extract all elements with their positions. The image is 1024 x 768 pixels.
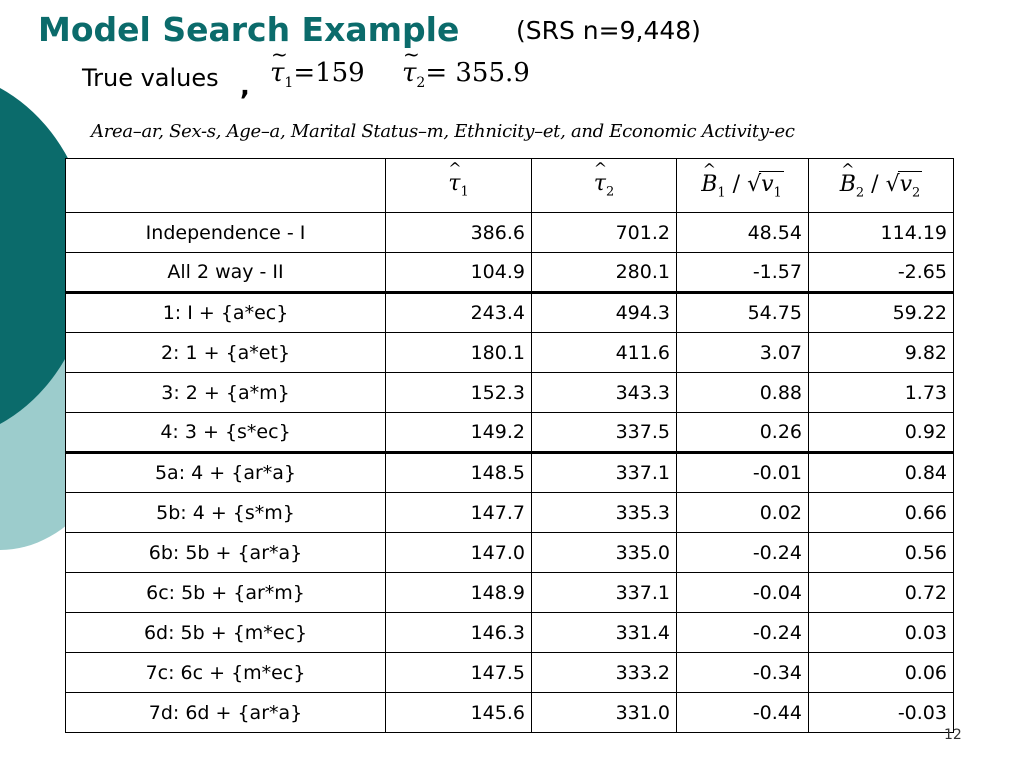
cell-tau1: 104.9 bbox=[386, 253, 532, 293]
cell-tau2: 331.4 bbox=[532, 613, 677, 653]
cell-b1: -0.04 bbox=[677, 573, 809, 613]
cell-tau2: 494.3 bbox=[532, 293, 677, 333]
cell-model: 7c: 6c + {m*ec} bbox=[66, 653, 386, 693]
cell-tau2: 411.6 bbox=[532, 333, 677, 373]
table-row bbox=[66, 453, 954, 493]
cell-b1: 54.75 bbox=[677, 293, 809, 333]
cell-b1: -0.44 bbox=[677, 693, 809, 733]
cell-b1: 0.02 bbox=[677, 493, 809, 533]
cell-model: Independence - I bbox=[66, 213, 386, 253]
cell-b1: -0.24 bbox=[677, 613, 809, 653]
cell-tau2: 331.0 bbox=[532, 693, 677, 733]
cell-tau1: 145.6 bbox=[386, 693, 532, 733]
cell-model: 7d: 6d + {ar*a} bbox=[66, 693, 386, 733]
header-tau2: ^ $\tau_2$ bbox=[532, 159, 677, 213]
table-row bbox=[66, 493, 954, 533]
cell-tau2: 335.0 bbox=[532, 533, 677, 573]
cell-tau2: 337.1 bbox=[532, 573, 677, 613]
cell-model: 6b: 5b + {ar*a} bbox=[66, 533, 386, 573]
table-row bbox=[66, 613, 954, 653]
cell-b1: -0.01 bbox=[677, 453, 809, 493]
cell-tau1: 147.7 bbox=[386, 493, 532, 533]
cell-tau2: 343.3 bbox=[532, 373, 677, 413]
cell-b2: 0.84 bbox=[809, 453, 954, 493]
cell-b1: -0.24 bbox=[677, 533, 809, 573]
cell-model: 1: I + {a*ec} bbox=[66, 293, 386, 333]
cell-b2: -2.65 bbox=[809, 253, 954, 293]
cell-tau2: 701.2 bbox=[532, 213, 677, 253]
cell-tau1: 243.4 bbox=[386, 293, 532, 333]
cell-b2: 1.73 bbox=[809, 373, 954, 413]
model-search-table bbox=[65, 158, 954, 733]
cell-tau2: 335.3 bbox=[532, 493, 677, 533]
cell-model: 2: 1 + {a*et} bbox=[66, 333, 386, 373]
true-tau1 bbox=[270, 58, 365, 91]
cell-model: 3: 2 + {a*m} bbox=[66, 373, 386, 413]
table-row bbox=[66, 213, 954, 253]
table-row bbox=[66, 253, 954, 293]
cell-b2: 59.22 bbox=[809, 293, 954, 333]
cell-model: 4: 3 + {s*ec} bbox=[66, 413, 386, 453]
variable-definitions: Area–ar, Sex-s, Age–a, Marital Status–m, Ethnicity–et, and Economic Activity-ec bbox=[91, 121, 795, 142]
cell-tau1: 147.0 bbox=[386, 533, 532, 573]
cell-model: 5b: 4 + {s*m} bbox=[66, 493, 386, 533]
cell-tau2: 333.2 bbox=[532, 653, 677, 693]
cell-b2: 0.92 bbox=[809, 413, 954, 453]
table-row bbox=[66, 333, 954, 373]
tau2-symbol: ~ τ bbox=[402, 58, 416, 88]
true-tau2 bbox=[402, 58, 530, 91]
cell-tau1: 149.2 bbox=[386, 413, 532, 453]
true-values-label: True values bbox=[82, 64, 219, 92]
cell-b1: 0.26 bbox=[677, 413, 809, 453]
cell-b2: 0.72 bbox=[809, 573, 954, 613]
cell-tau1: 147.5 bbox=[386, 653, 532, 693]
cell-b2: -0.03 bbox=[809, 693, 954, 733]
table-row bbox=[66, 373, 954, 413]
header-model bbox=[66, 159, 386, 213]
cell-b1: -0.34 bbox=[677, 653, 809, 693]
table-row bbox=[66, 533, 954, 573]
tau2-subscript: 2 bbox=[416, 75, 426, 92]
header-b2-ratio: ^ $B_2 / √v_2$ bbox=[809, 159, 954, 213]
cell-b2: 114.19 bbox=[809, 213, 954, 253]
slide-subtitle: (SRS n=9,448) bbox=[516, 16, 701, 45]
cell-tau2: 337.1 bbox=[532, 453, 677, 493]
slide-title: Model Search Example bbox=[38, 10, 460, 49]
cell-tau1: 148.5 bbox=[386, 453, 532, 493]
cell-tau1: 146.3 bbox=[386, 613, 532, 653]
table-header-row bbox=[66, 159, 954, 213]
table-row bbox=[66, 293, 954, 333]
true-values-comma: , bbox=[240, 72, 250, 102]
header-b1-ratio: ^ $B_1 / √v_1$ bbox=[677, 159, 809, 213]
table-row bbox=[66, 573, 954, 613]
cell-b2: 0.56 bbox=[809, 533, 954, 573]
cell-b2: 0.06 bbox=[809, 653, 954, 693]
cell-b2: 9.82 bbox=[809, 333, 954, 373]
table-row bbox=[66, 653, 954, 693]
tau2-value: = 355.9 bbox=[425, 58, 530, 88]
cell-tau2: 337.5 bbox=[532, 413, 677, 453]
tau1-symbol: ~ τ bbox=[270, 58, 284, 88]
cell-model: 6c: 5b + {ar*m} bbox=[66, 573, 386, 613]
cell-b1: 48.54 bbox=[677, 213, 809, 253]
cell-model: 5a: 4 + {ar*a} bbox=[66, 453, 386, 493]
cell-tau1: 386.6 bbox=[386, 213, 532, 253]
cell-b2: 0.03 bbox=[809, 613, 954, 653]
cell-b2: 0.66 bbox=[809, 493, 954, 533]
tau1-value: =159 bbox=[293, 58, 365, 88]
cell-b1: 0.88 bbox=[677, 373, 809, 413]
cell-tau1: 152.3 bbox=[386, 373, 532, 413]
table-row bbox=[66, 413, 954, 453]
cell-tau2: 280.1 bbox=[532, 253, 677, 293]
cell-model: 6d: 5b + {m*ec} bbox=[66, 613, 386, 653]
cell-tau1: 148.9 bbox=[386, 573, 532, 613]
cell-b1: -1.57 bbox=[677, 253, 809, 293]
cell-model: All 2 way - II bbox=[66, 253, 386, 293]
table-row bbox=[66, 693, 954, 733]
cell-b1: 3.07 bbox=[677, 333, 809, 373]
header-tau1: ^ $\tau_1$ bbox=[386, 159, 532, 213]
page-number: 12 bbox=[944, 727, 962, 743]
cell-tau1: 180.1 bbox=[386, 333, 532, 373]
tau1-subscript: 1 bbox=[284, 75, 294, 92]
